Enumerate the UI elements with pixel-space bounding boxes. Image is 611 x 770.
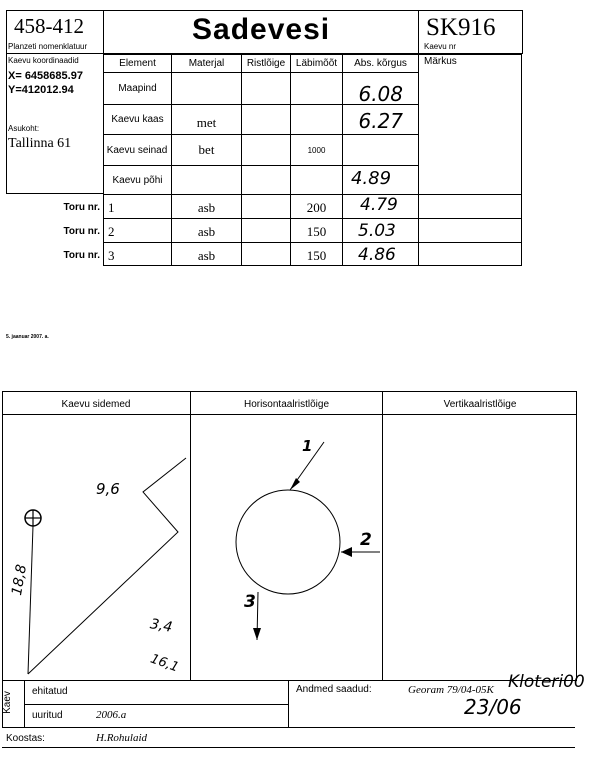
row-element: Kaevu kaas — [111, 114, 164, 125]
nomenclature-value: 458-412 — [14, 14, 84, 38]
pipe-diameter: 200 — [306, 200, 327, 215]
side-label: Kaev — [1, 691, 13, 714]
row-diameter: 1000 — [307, 145, 326, 155]
pipe-1-label: 1 — [302, 437, 313, 455]
row-element: Maapind — [118, 83, 157, 94]
well-number: SK916 — [426, 14, 496, 41]
pipe-label: Toru nr. — [63, 249, 100, 261]
pipe-number: 2 — [108, 224, 115, 239]
pipe-number: 3 — [108, 248, 115, 263]
nomenclature-label: Planzeti nomenklatuur — [8, 42, 88, 51]
date-note: 5. jaanuar 2007. a. — [6, 334, 49, 340]
sketch-label-bottom: 16,1 — [148, 651, 181, 676]
page-title: Sadevesi — [192, 13, 331, 46]
col-header-abs: Abs. kõrgus — [354, 57, 407, 69]
pipe-label: Toru nr. — [63, 201, 100, 213]
col-header-element: Element — [119, 57, 156, 69]
location-label: Asukoht: — [8, 124, 40, 133]
pipe-3-label: 3 — [244, 592, 256, 612]
coord-y: Y=412012.94 — [8, 84, 74, 96]
pipe-material: asb — [197, 224, 216, 239]
sketch-label-right: 3,4 — [148, 616, 174, 636]
col-title-vertical: Vertikaalristlõige — [443, 398, 517, 410]
row-abs: 6.27 — [358, 109, 403, 133]
source-label: Andmed saadud: — [296, 684, 372, 695]
row-abs: 4.89 — [350, 167, 392, 189]
source-value: Georam 79/04-05K — [408, 684, 494, 696]
pipe-abs: 5.03 — [358, 221, 396, 241]
compiled-label: Koostas: — [6, 733, 45, 744]
sketch-label-left: 18,8 — [9, 563, 31, 597]
col-header-material: Materjal — [188, 57, 225, 69]
studied-label: uuritud — [32, 710, 63, 721]
pipe-diameter: 150 — [306, 224, 327, 239]
row-abs: 6.08 — [358, 82, 403, 106]
col-header-cross: Ristlõige — [246, 57, 286, 69]
manhole-circle — [236, 490, 340, 594]
pipe-abs: 4.86 — [358, 245, 396, 265]
compiled-value: H.Rohulaid — [96, 732, 148, 744]
pipe-number: 1 — [108, 200, 115, 215]
col-header-diameter: Läbimõõt — [295, 57, 338, 69]
built-label: ehitatud — [32, 686, 68, 697]
pipe-2-label: 2 — [360, 530, 372, 550]
pipe-label: Toru nr. — [63, 225, 100, 237]
studied-value: 2006.a — [96, 709, 127, 721]
coord-x: X= 6458685.97 — [8, 70, 83, 82]
pipe-material: asb — [197, 200, 216, 215]
row-material: bet — [198, 142, 215, 157]
col-title-connections: Kaevu sidemed — [61, 398, 131, 410]
row-element: Kaevu põhi — [112, 174, 163, 186]
pipe-material: asb — [197, 248, 216, 263]
pipe-abs: 4.79 — [360, 195, 398, 215]
pipe-diameter: 150 — [306, 248, 327, 263]
coords-label: Kaevu koordinaadid — [8, 56, 79, 65]
col-header-remark: Märkus — [424, 55, 457, 67]
handwritten-note: Kloteri00 — [508, 672, 585, 692]
location-value: Tallinna 61 — [8, 136, 72, 151]
well-number-label: Kaevu nr — [424, 42, 457, 51]
handwritten-date: 23/06 — [464, 695, 522, 719]
row-element: Kaevu seinad — [106, 144, 168, 156]
row-material: met — [196, 114, 217, 130]
col-title-horizontal: Horisontaalristlõige — [243, 398, 330, 410]
sketch-label-top: 9,6 — [96, 480, 120, 498]
